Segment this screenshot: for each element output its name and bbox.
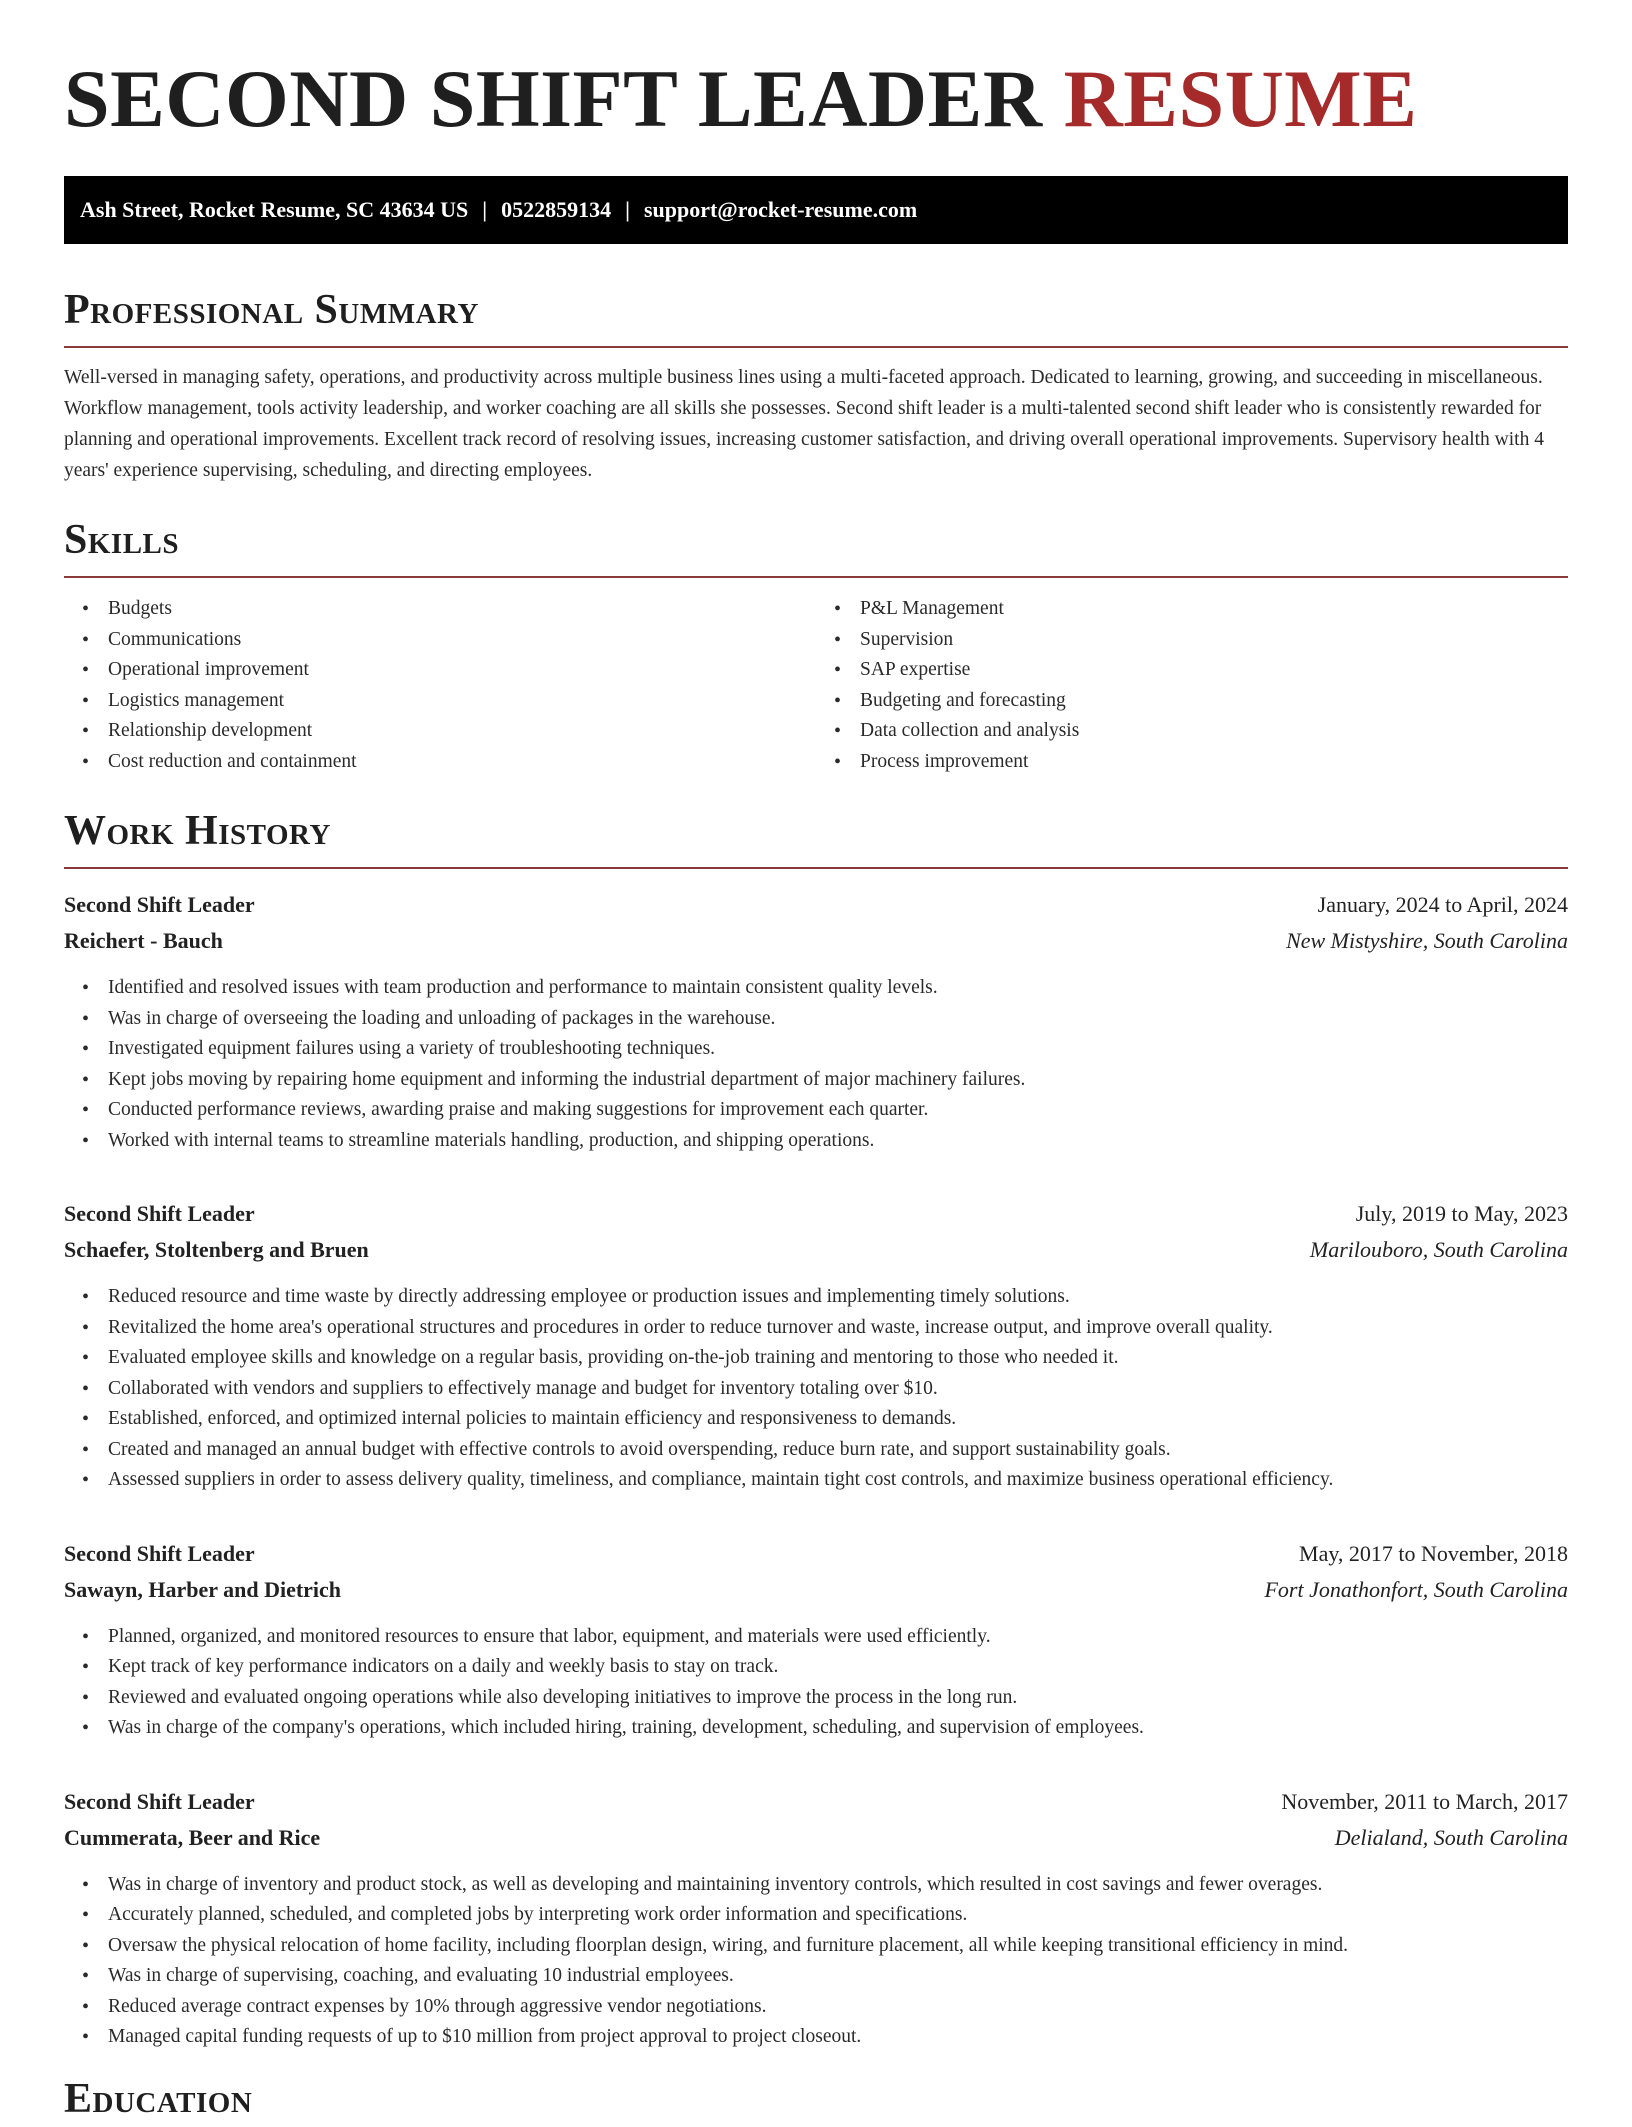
job-company: Reichert - Bauch: [64, 928, 223, 953]
job-title: Second Shift Leader: [64, 892, 255, 917]
job-title: Second Shift Leader: [64, 1201, 255, 1226]
job-dates: November, 2011 to March, 2017: [1281, 1788, 1568, 1814]
job-bullets: [64, 1870, 1568, 2053]
job-bullet: • Oversaw the physical relocation of home facility, including floorplan design, wiring, and furniture placement, all while keeping transitional efficiency in mind.: [108, 1931, 1568, 1962]
job-company-row: [64, 1232, 1568, 1268]
job-bullet: • Assessed suppliers in order to assess delivery quality, timeliness, and compliance, maintain tight cost controls, and maximize business operational efficiency.: [108, 1465, 1568, 1496]
job-bullet: • Kept jobs moving by repairing home equipment and informing the industrial department of major machinery failures.: [108, 1065, 1568, 1096]
job-bullets: [64, 973, 1568, 1156]
job-header-row: [64, 1536, 1568, 1572]
summary-section: [64, 282, 1568, 486]
job-entry: [64, 1784, 1568, 2053]
job-title: Second Shift Leader: [64, 1788, 255, 1814]
job-dates: May, 2017 to November, 2018: [1299, 1540, 1568, 1566]
job-title: Second Shift Leader: [64, 1540, 255, 1566]
job-dates: January, 2024 to April, 2024: [1317, 892, 1568, 917]
job-location: Fort Jonathonfort, South Carolina: [1264, 1576, 1568, 1602]
title-accent: RESUME: [1063, 53, 1418, 144]
job-company: Cummerata, Beer and Rice: [64, 1824, 321, 1850]
job-header-row: [64, 1196, 1568, 1232]
job-company-row: [64, 923, 1568, 959]
skill-item: • Data collection and analysis: [860, 716, 1568, 747]
job-bullet: • Investigated equipment failures using a variety of troubleshooting techniques.: [108, 1034, 1568, 1065]
skill-item: • Supervision: [860, 625, 1568, 656]
job-bullet: • Collaborated with vendors and suppliers to effectively manage and budget for inventory totaling over $10.: [108, 1374, 1568, 1405]
skills-heading: Skills: [64, 517, 180, 563]
resume-page: [64, 0, 1568, 2127]
skill-item: • Relationship development: [108, 716, 816, 747]
job-company-row: [64, 1820, 1568, 1856]
work-history-heading: Work History: [64, 808, 331, 854]
job-bullet: • Worked with internal teams to streamline materials handling, production, and shipping operations.: [108, 1126, 1568, 1157]
job-bullet: • Evaluated employee skills and knowledge on a regular basis, providing on-the-job training and mentoring to those who needed it.: [108, 1343, 1568, 1374]
job-bullet: • Reduced average contract expenses by 10% through aggressive vendor negotiations.: [108, 1992, 1568, 2023]
section-divider: [64, 346, 1568, 348]
skill-item: • P&L Management: [860, 594, 1568, 625]
skills-list-right: [816, 594, 1568, 777]
job-bullet: • Created and managed an annual budget with effective controls to avoid overspending, reduce burn rate, and support sustainability goals.: [108, 1435, 1568, 1466]
work-history-section: [64, 803, 1568, 2053]
job-header-row: [64, 1784, 1568, 1820]
job-bullet: • Was in charge of supervising, coaching, and evaluating 10 industrial employees.: [108, 1961, 1568, 1992]
job-location: Delialand, South Carolina: [1334, 1824, 1568, 1850]
summary-heading: Professional Summary: [64, 287, 479, 333]
contact-phone[interactable]: 0522859134: [501, 197, 612, 222]
job-bullet: • Planned, organized, and monitored resources to ensure that labor, equipment, and materials were used efficiently.: [108, 1622, 1568, 1653]
contact-email[interactable]: support@rocket-resume.com: [643, 197, 918, 222]
job-bullets: [64, 1282, 1568, 1496]
skill-item: • Budgets: [108, 594, 816, 625]
job-bullet: • Managed capital funding requests of up to $10 million from project approval to project closeout.: [108, 2022, 1568, 2053]
job-bullet: • Conducted performance reviews, awarding praise and making suggestions for improvement each quarter.: [108, 1095, 1568, 1126]
title-main: SECOND SHIFT LEADER: [64, 53, 1043, 144]
section-divider: [64, 576, 1568, 578]
job-bullet: • Reviewed and evaluated ongoing operations while also developing initiatives to improve the process in the long run.: [108, 1683, 1568, 1714]
job-location: New Mistyshire, South Carolina: [1286, 928, 1568, 953]
skill-item: • Operational improvement: [108, 655, 816, 686]
job-bullet: • Accurately planned, scheduled, and completed jobs by interpreting work order information and specifications.: [108, 1900, 1568, 1931]
job-entry: [64, 1536, 1568, 1744]
education-section: [64, 2071, 1568, 2127]
skill-item: • Cost reduction and containment: [108, 747, 816, 778]
skills-grid: [64, 594, 1568, 777]
contact-separator: |: [625, 197, 630, 222]
resume-title: [64, 0, 1568, 144]
job-entry: [64, 887, 1568, 1156]
job-dates: July, 2019 to May, 2023: [1355, 1201, 1568, 1226]
contact-bar: [64, 176, 1568, 244]
skills-list-left: [64, 594, 816, 777]
job-entry: [64, 1196, 1568, 1496]
skill-item: • Budgeting and forecasting: [860, 686, 1568, 717]
skills-section: [64, 512, 1568, 777]
job-bullet: • Was in charge of the company's operations, which included hiring, training, development, scheduling, and supervision of employees.: [108, 1713, 1568, 1744]
job-location: Marilouboro, South Carolina: [1309, 1237, 1568, 1262]
job-bullets: [64, 1622, 1568, 1744]
job-bullet: • Was in charge of inventory and product stock, as well as developing and maintaining inventory controls, which resulted in cost savings and fewer overages.: [108, 1870, 1568, 1901]
job-company: Sawayn, Harber and Dietrich: [64, 1576, 342, 1602]
contact-address: Ash Street, Rocket Resume, SC 43634 US: [80, 197, 469, 222]
section-divider: [64, 867, 1568, 869]
contact-separator: |: [482, 197, 488, 222]
job-bullet: • Established, enforced, and optimized internal policies to maintain efficiency and responsiveness to demands.: [108, 1404, 1568, 1435]
job-company: Schaefer, Stoltenberg and Bruen: [64, 1237, 369, 1262]
job-bullet: • Identified and resolved issues with team production and performance to maintain consistent quality levels.: [108, 973, 1568, 1004]
job-header-row: [64, 887, 1568, 923]
job-list: [64, 887, 1568, 2053]
job-bullet: • Was in charge of overseeing the loading and unloading of packages in the warehouse.: [108, 1004, 1568, 1035]
job-bullet: • Kept track of key performance indicators on a daily and weekly basis to stay on track.: [108, 1652, 1568, 1683]
job-bullet: • Reduced resource and time waste by directly addressing employee or production issues and implementing timely solutions.: [108, 1282, 1568, 1313]
education-heading: Education: [64, 2075, 253, 2122]
job-company-row: [64, 1572, 1568, 1608]
summary-text: Well-versed in managing safety, operations, and productivity across multiple business lines using a multi-faceted approach. Dedicated to learning, growing, and succeeding in miscellaneous. Workflow management, tools activity leadership, and worker coaching are all skills she possesses. Second shift leader is a multi-talented second shift leader who is consistently rewarded for planning and operational improvements. Excellent track record of resolving issues, increasing customer satisfaction, and driving overall operational improvements. Supervisory health with 4 years' experience supervising, scheduling, and directing employees.: [64, 367, 1544, 481]
skill-item: • SAP expertise: [860, 655, 1568, 686]
job-bullet: • Revitalized the home area's operational structures and procedures in order to reduce turnover and waste, increase output, and improve overall quality.: [108, 1313, 1568, 1344]
skill-item: • Process improvement: [860, 747, 1568, 778]
skill-item: • Logistics management: [108, 686, 816, 717]
skill-item: • Communications: [108, 625, 816, 656]
